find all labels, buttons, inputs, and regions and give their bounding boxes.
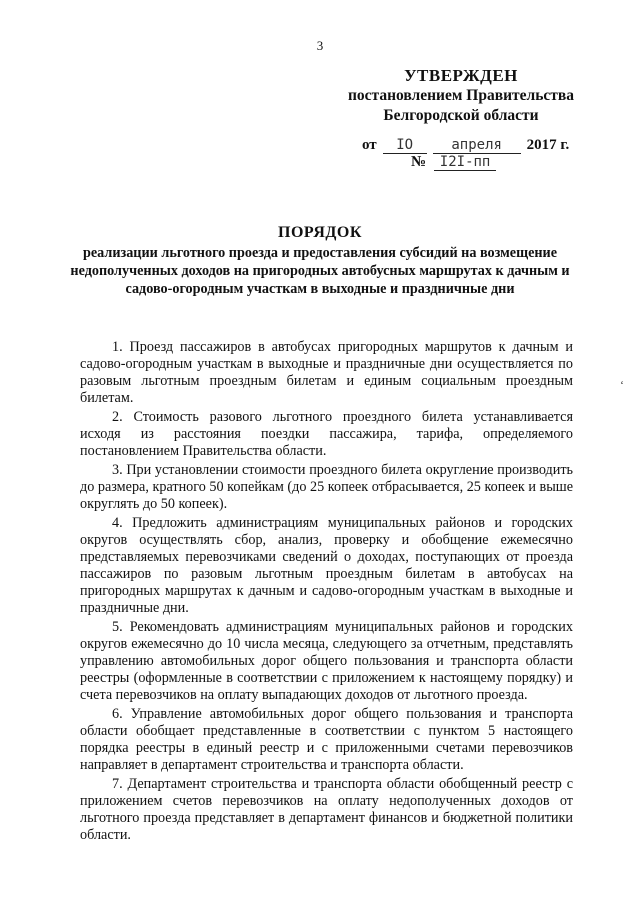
number-value: I2I-пп (434, 155, 496, 171)
approval-stamp (336, 66, 586, 126)
date-month: апреля (433, 138, 521, 154)
document-title: ПОРЯДОК (278, 224, 362, 241)
approval-line-1: постановлением Правительства (347, 87, 575, 104)
paragraph-4: 4. Предложить администрациям муниципальных районов и городских округов осуществлять сбор, анализ, проверку и обобщение ежемесячно представляемых перевозчиками сведений о доходах, поступающих от проезда пассажиров по разовым льготным проездным билетам в автобусах на пригородных маршрутах к дачным и садово-огородным участкам в выходные и праздничные дни. (80, 515, 573, 616)
date-day: IO (383, 138, 427, 154)
paragraph-5: 5. Рекомендовать администрациям муниципальных районов и городских округов ежемесячно до 10 числа месяца, следующего за отчетным, представлять управлению автомобильных дорог общего пользования и транспорта области реестры (оформленные в соответствии с приложением к настоящему порядку) и счета перевозчиков на оплату выпадающих доходов от льготного проезда. (80, 619, 573, 703)
paragraph-7: 7. Департамент строительства и транспорта области обобщенный реестр с приложением счетов перевозчиков на оплату недополученных доходов от льготного проезда представляет в департамент финансов и бюджетной политики области. (80, 776, 573, 843)
date-prefix: от (362, 137, 377, 153)
approval-heading: УТВЕРЖДЕН (404, 66, 518, 85)
approval-line-2: Белгородской области (383, 107, 539, 124)
paragraph-1: 1. Проезд пассажиров в автобусах пригородных маршрутов к дачным и садово-огородным участкам в выходные и праздничные дни осуществляется по разовым льготным проездным билетам и единым социальным проездным билетам. (80, 339, 573, 406)
date-year: 2017 г. (526, 137, 570, 153)
decree-date (362, 137, 569, 154)
document-subtitle: реализации льготного проезда и предоставления субсидий на возмещение недополученных доходов на пригородных автобусных маршрутах к дачным и садово-огородным участкам в выходные и праздничные дни (70, 245, 570, 297)
paragraph-3: 3. При установлении стоимости проездного билета округление производить до размера, кратного 50 копейкам (до 25 копеек отбрасывается, 25 копеек и выше округлять до 50 копеек). (80, 462, 573, 512)
document-body (80, 339, 573, 846)
page-number: 3 (316, 38, 324, 53)
number-label: № (411, 154, 427, 170)
paragraph-2: 2. Стоимость разового льготного проездного билета устанавливается исходя из расстояния поездки пассажира, тарифа, определяемого постановлением Правительства области. (80, 409, 573, 459)
paragraph-6: 6. Управление автомобильных дорог общего пользования и транспорта области обобщает представленные в соответствии с пунктом 5 настоящего порядка реестры в единый реестр и с приложенными счетами перевозчиков направляет в департамент строительства и транспорта области. (80, 706, 573, 773)
decree-number (411, 154, 496, 171)
scan-speck-icon: ‘ (620, 378, 624, 392)
